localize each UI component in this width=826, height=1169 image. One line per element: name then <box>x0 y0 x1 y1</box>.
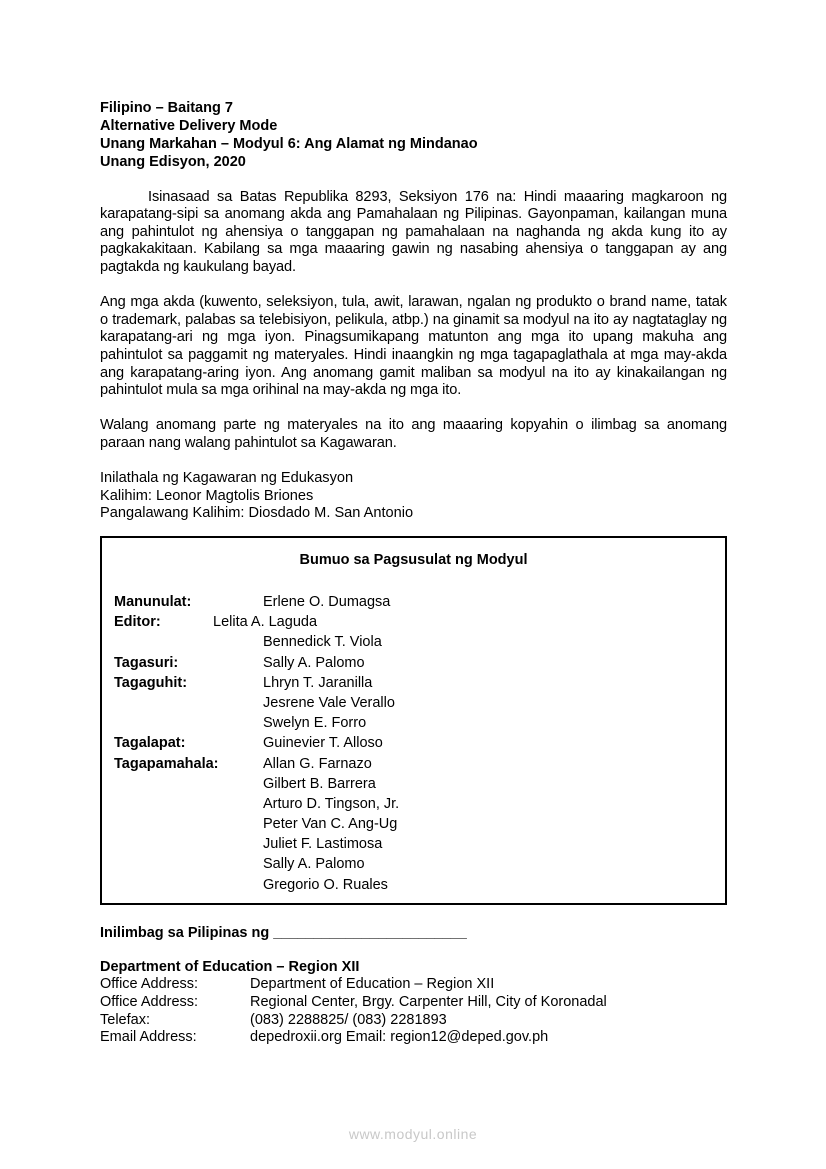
credits-title: Bumuo sa Pagsusulat ng Modyul <box>299 552 528 568</box>
credit-name: Peter Van C. Ang-Ug <box>263 816 398 833</box>
credit-name: Gregorio O. Ruales <box>263 876 388 893</box>
printed-in-line: Inilimbag sa Pilipinas ng ________________________ <box>100 925 467 941</box>
credit-role: Tagapamahala: <box>114 755 219 772</box>
credit-name: Sally A. Palomo <box>263 856 365 873</box>
credit-name: Jesrene Vale Verallo <box>263 694 395 711</box>
watermark: www.modyul.online <box>348 1126 478 1142</box>
contact-label: Office Address: <box>100 993 199 1010</box>
credit-name: Guinevier T. Alloso <box>263 735 383 752</box>
delivery-mode: Alternative Delivery Mode <box>100 118 278 134</box>
contact-value: depedroxii.org Email: region12@deped.gov.ph <box>250 1029 549 1046</box>
contact-row <box>100 1011 447 1030</box>
credit-name: Bennedick T. Viola <box>263 634 382 651</box>
credit-name: Allan G. Farnazo <box>263 755 372 772</box>
deped-title: Department of Education – Region XII <box>100 959 360 975</box>
subject-grade: Filipino – Baitang 7 <box>100 100 233 116</box>
contact-label: Telefax: <box>100 1011 150 1028</box>
contact-value: Regional Center, Brgy. Carpenter Hill, City of Koronadal <box>250 993 607 1010</box>
copyright-paragraph-law: Isinasaad sa Batas Republika 8293, Seksiyon 176 na: Hindi maaaring magkaroon ng karapatang-sipi sa anomang akda ang Pamahalaan ng Pilipinas. Gayonpaman, kailangan muna ang pahintulot ng ahensiya o tanggapan ng pamahalaan na naghanda ng akda kung ito ay pagkakakitaan. Kabilang sa mga maaaring gawin ng nasabing ahensiya o tanggapan ay ang pagtakda ng kaukulang bayad. <box>100 188 727 275</box>
contact-row <box>100 1029 549 1047</box>
copyright-paragraph-works: Ang mga akda (kuwento, seleksiyon, tula, awit, larawan, ngalan ng produkto o brand name, tatak o trademark, palabas sa telebisiyon, pelikula, atbp.) na ginamit sa modyul na ito ay nagtataglay ng karapatang-ari ng mga iyon. Pinagsumikapang matunton ang mga ito upang makuha ang pahintulot sa paggamit ng materyales. Hindi inaangkin ng mga tagapaglathala at mga may-akda ang karapatang-aring iyon. Ang anomang gamit maliban sa modyul na ito ay kinakailangan ng pahintulot mula sa mga orihinal na may-akda ng mga ito. <box>100 294 727 399</box>
undersecretary-line: Pangalawang Kalihim: Diosdado M. San Antonio <box>100 505 414 522</box>
deped-contact <box>100 958 607 1047</box>
credit-role: Tagaguhit: <box>114 674 188 691</box>
credit-name: Gilbert B. Barrera <box>263 775 376 792</box>
credits-box <box>100 536 727 905</box>
credit-name: Juliet F. Lastimosa <box>263 836 383 853</box>
credit-role: Editor: <box>114 614 161 631</box>
copyright-page <box>100 99 727 523</box>
publisher-line: Inilathala ng Kagawaran ng Edukasyon <box>100 470 354 487</box>
credit-role: Tagasuri: <box>114 654 179 671</box>
credit-name: Swelyn E. Forro <box>263 715 367 732</box>
secretary-line: Kalihim: Leonor Magtolis Briones <box>100 487 314 504</box>
edition: Unang Edisyon, 2020 <box>100 154 246 170</box>
module-title: Unang Markahan – Modyul 6: Ang Alamat ng Mindanao <box>100 136 478 152</box>
contact-row <box>100 976 495 994</box>
publisher-info <box>100 470 727 523</box>
contact-value: (083) 2288825/ (083) 2281893 <box>250 1011 447 1028</box>
contact-label: Email Address: <box>100 1029 197 1046</box>
document-header <box>100 99 727 171</box>
credit-name: Lelita A. Laguda <box>213 614 318 631</box>
contact-row <box>100 993 607 1012</box>
contact-label: Office Address: <box>100 976 199 992</box>
credit-name: Sally A. Palomo <box>263 654 365 671</box>
credit-role: Manunulat: <box>114 594 192 610</box>
contact-value: Department of Education – Region XII <box>250 976 495 992</box>
credit-role: Tagalapat: <box>114 735 186 752</box>
copyright-paragraph-reproduction: Walang anomang parte ng materyales na ito ang maaaring kopyahin o ilimbag sa anomang paraan nang walang pahintulot sa Kagawaran. <box>100 417 727 451</box>
credit-name: Lhryn T. Jaranilla <box>263 674 373 691</box>
credit-name: Erlene O. Dumagsa <box>263 594 391 610</box>
credit-name: Arturo D. Tingson, Jr. <box>263 795 400 812</box>
